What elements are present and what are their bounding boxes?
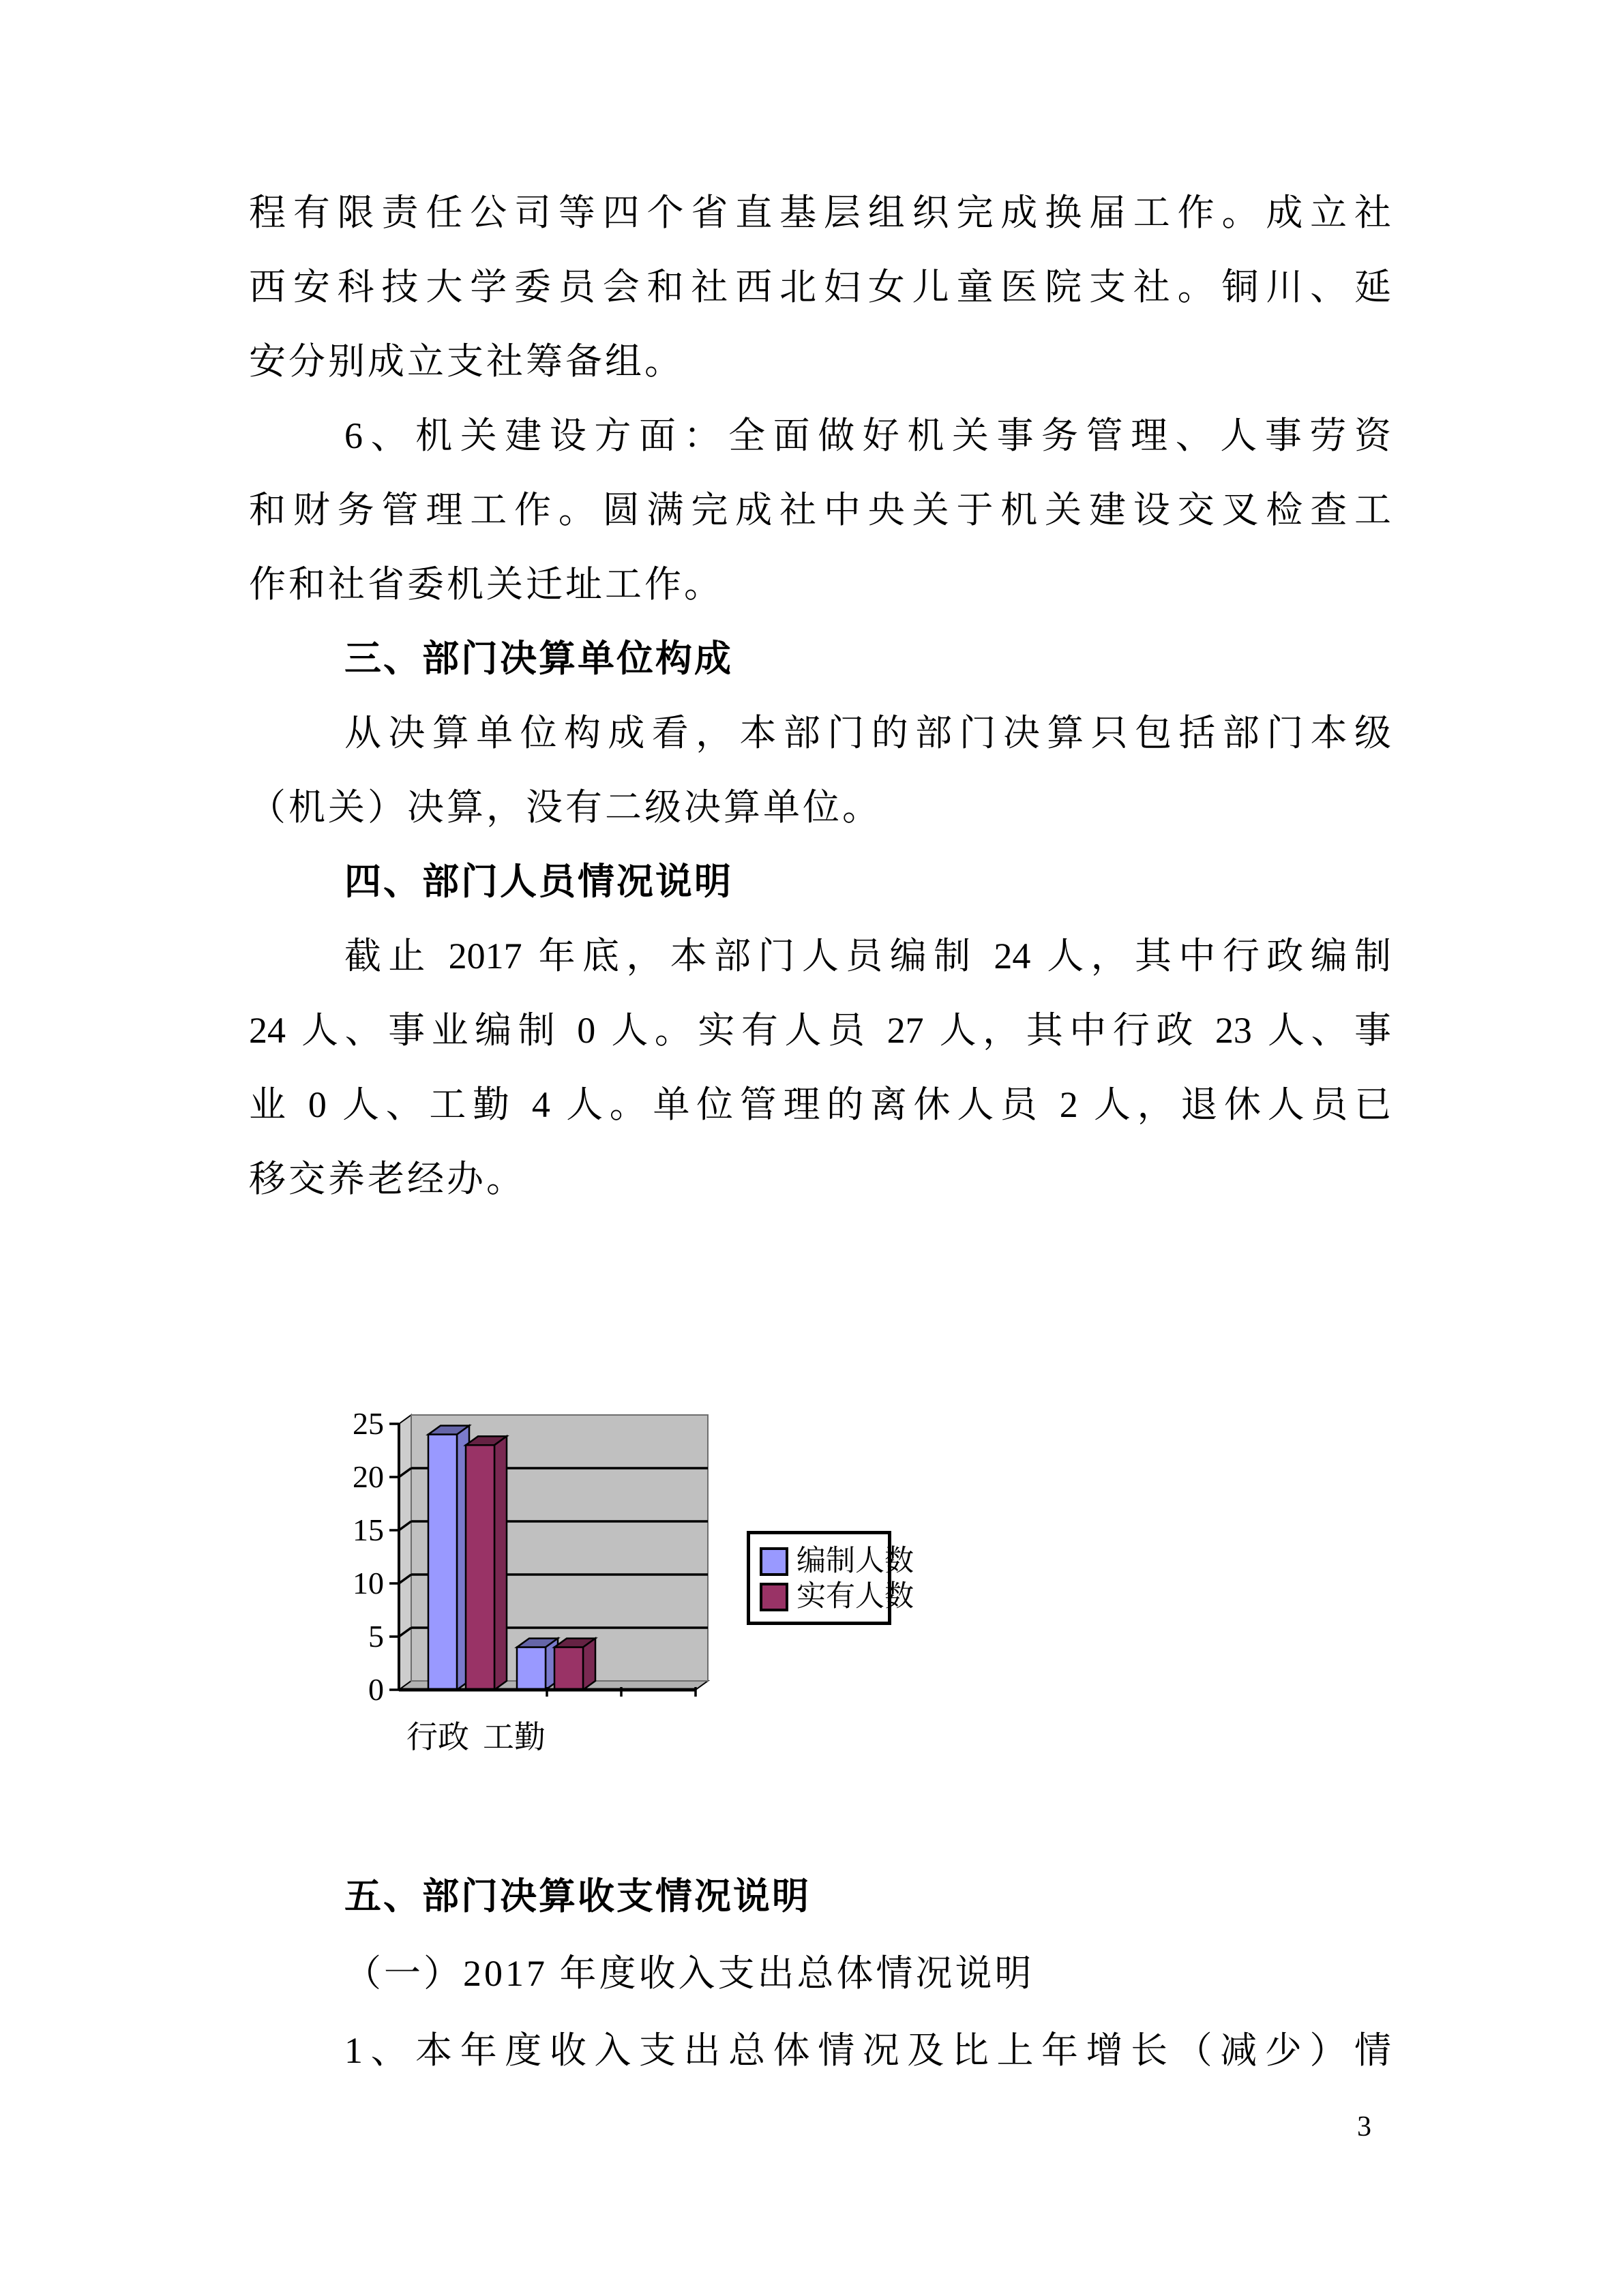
text-line: 24 人、事业编制 0 人。实有人员 27 人，其中行政 23 人、事 [249,1010,1391,1051]
section-heading-4: 四、部门人员情况说明 [344,861,733,902]
legend-swatch-authorized [760,1547,788,1576]
legend-item [760,1544,914,1579]
svg-text:15: 15 [353,1512,384,1547]
text-line: 程有限责任公司等四个省直基层组织完成换届工作。成立社 [249,192,1391,233]
legend-label: 实有人数 [796,1581,914,1613]
text-line: （一）2017 年度收入支出总体情况说明 [344,1953,1034,1994]
page-number: 3 [1357,2111,1371,2143]
svg-text:5: 5 [368,1619,384,1654]
body-text-lower [249,1858,1391,2089]
svg-text:0: 0 [368,1672,384,1707]
legend-item [760,1579,914,1615]
section-heading-5: 五、部门决算收支情况说明 [344,1876,811,1917]
text-line: 业 0 人、工勤 4 人。单位管理的离休人员 2 人，退休人员已 [249,1084,1391,1125]
text-line: 和财务管理工作。圆满完成社中央关于机关建设交叉检查工 [249,490,1391,531]
text-line: 安分别成立支社筹备组。 [249,341,684,382]
svg-text:20: 20 [353,1459,384,1494]
svg-text:工勤: 工勤 [483,1720,546,1755]
text-line: 截止 2017 年底，本部门人员编制 24 人，其中行政编制 [344,936,1391,976]
svg-text:行政: 行政 [406,1720,469,1755]
text-line: 1、本年度收入支出总体情况及比上年增长（减少）情 [344,2030,1391,2071]
body-text-upper [249,176,1391,1217]
legend-swatch-actual [760,1583,788,1611]
staff-bar-chart [344,1388,917,1770]
text-line: 从决算单位构成看，本部门的部门决算只包括部门本级 [344,713,1391,754]
text-line: （机关）决算，没有二级决算单位。 [249,787,882,828]
svg-text:25: 25 [353,1406,384,1441]
chart-legend [747,1531,914,1625]
text-line: 移交养老经办。 [249,1159,526,1199]
text-line: 6、机关建设方面：全面做好机关事务管理、人事劳资 [344,415,1391,456]
section-heading-3: 三、部门决算单位构成 [344,638,733,679]
legend-label: 编制人数 [796,1545,914,1577]
svg-text:10: 10 [353,1566,384,1600]
text-line: 作和社省委机关迁址工作。 [249,564,724,605]
text-line: 西安科技大学委员会和社西北妇女儿童医院支社。铜川、延 [249,267,1391,308]
